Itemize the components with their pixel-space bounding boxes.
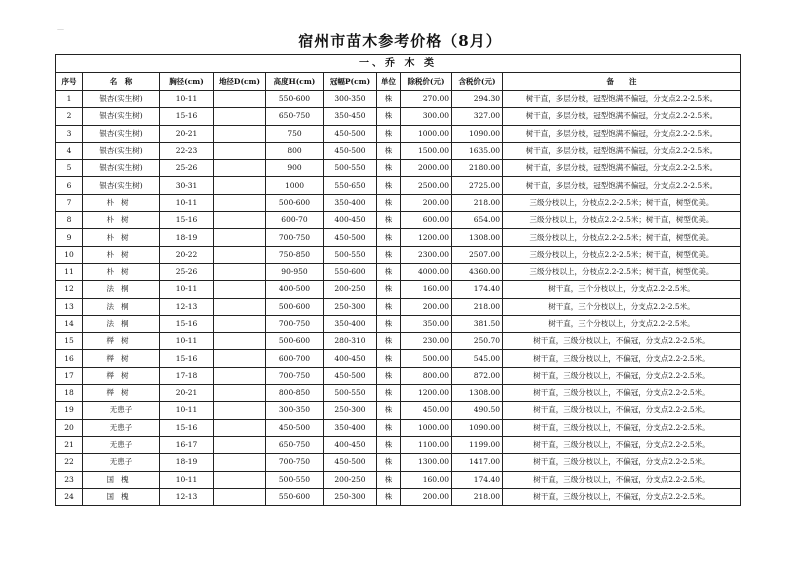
cell-no: 14 [56,315,83,332]
cell-price-incl-tax: 2725.00 [452,177,503,194]
col-header-dbh: 胸径(cm) [160,73,214,91]
table-row [56,471,741,488]
cell-crown: 500-550 [324,385,377,402]
cell-name: 国槐 [83,471,160,488]
cell-height: 900 [266,160,324,177]
cell-price-ex-tax: 160.00 [401,281,452,298]
cell-name: 朴树 [83,263,160,280]
col-header-note: 备 注 [503,73,741,91]
cell-dbh: 18-19 [160,454,214,471]
cell-price-ex-tax: 2000.00 [401,160,452,177]
cell-height: 700-750 [266,229,324,246]
cell-crown: 550-650 [324,177,377,194]
cell-no: 18 [56,385,83,402]
cell-price-incl-tax: 4360.00 [452,263,503,280]
cell-unit: 株 [377,194,401,211]
cell-price-ex-tax: 1100.00 [401,436,452,453]
cell-ground-diameter [214,177,266,194]
cell-unit: 株 [377,142,401,159]
cell-ground-diameter [214,281,266,298]
cell-unit: 株 [377,91,401,108]
cell-unit: 株 [377,402,401,419]
cell-crown: 350-450 [324,108,377,125]
cell-crown: 250-300 [324,488,377,505]
cell-price-ex-tax: 200.00 [401,194,452,211]
cell-no: 16 [56,350,83,367]
cell-name: 银杏(实生树) [83,108,160,125]
cell-price-ex-tax: 1000.00 [401,419,452,436]
cell-name: 银杏(实生树) [83,160,160,177]
cell-no: 7 [56,194,83,211]
cell-price-ex-tax: 350.00 [401,315,452,332]
cell-unit: 株 [377,471,401,488]
cell-note: 树干直，三级分枝以上，不偏冠，分支点2.2-2.5米。 [503,333,741,350]
cell-price-incl-tax: 1090.00 [452,419,503,436]
cell-no: 22 [56,454,83,471]
cell-ground-diameter [214,367,266,384]
cell-height: 700-750 [266,454,324,471]
cell-ground-diameter [214,436,266,453]
cell-name: 榉树 [83,385,160,402]
cell-height: 550-600 [266,488,324,505]
cell-ground-diameter [214,350,266,367]
cell-height: 450-500 [266,419,324,436]
table-row [56,142,741,159]
cell-ground-diameter [214,333,266,350]
cell-ground-diameter [214,212,266,229]
cell-price-incl-tax: 218.00 [452,298,503,315]
cell-height: 650-750 [266,436,324,453]
table-row [56,350,741,367]
table-row [56,125,741,142]
cell-name: 银杏(实生树) [83,142,160,159]
cell-price-incl-tax: 218.00 [452,194,503,211]
cell-ground-diameter [214,194,266,211]
cell-note: 树干直，三个分枝以上，分支点2.2-2.5米。 [503,315,741,332]
cell-price-ex-tax: 450.00 [401,402,452,419]
cell-crown: 400-450 [324,212,377,229]
table-row [56,402,741,419]
price-table [55,54,741,506]
cell-height: 1000 [266,177,324,194]
cell-no: 4 [56,142,83,159]
table-row [56,436,741,453]
cell-height: 800 [266,142,324,159]
col-header-no: 序号 [56,73,83,91]
cell-note: 树干直，三级分枝以上，不偏冠，分支点2.2-2.5米。 [503,350,741,367]
cell-price-incl-tax: 2180.00 [452,160,503,177]
cell-unit: 株 [377,315,401,332]
cell-name: 朴树 [83,212,160,229]
cell-height: 300-350 [266,402,324,419]
cell-name: 银杏(实生树) [83,125,160,142]
cell-dbh: 15-16 [160,212,214,229]
cell-dbh: 10-11 [160,402,214,419]
cell-ground-diameter [214,385,266,402]
cell-name: 无患子 [83,402,160,419]
cell-unit: 株 [377,333,401,350]
cell-price-incl-tax: 218.00 [452,488,503,505]
cell-height: 650-750 [266,108,324,125]
cell-dbh: 30-31 [160,177,214,194]
cell-unit: 株 [377,108,401,125]
table-row [56,333,741,350]
cell-note: 树干直，三级分枝以上，不偏冠，分支点2.2-2.5米。 [503,454,741,471]
cell-price-ex-tax: 4000.00 [401,263,452,280]
cell-no: 2 [56,108,83,125]
cell-price-ex-tax: 230.00 [401,333,452,350]
cell-name: 法桐 [83,281,160,298]
cell-height: 500-600 [266,333,324,350]
cell-ground-diameter [214,402,266,419]
cell-price-incl-tax: 1090.00 [452,125,503,142]
table-row [56,246,741,263]
cell-note: 树干直，多层分枝，冠型饱满不偏冠，分支点2.2-2.5米。 [503,160,741,177]
cell-dbh: 15-16 [160,108,214,125]
cell-no: 11 [56,263,83,280]
cell-crown: 300-350 [324,91,377,108]
table-row [56,315,741,332]
cell-price-ex-tax: 500.00 [401,350,452,367]
cell-dbh: 20-22 [160,246,214,263]
cell-dbh: 25-26 [160,263,214,280]
cell-unit: 株 [377,367,401,384]
cell-crown: 200-250 [324,471,377,488]
table-row [56,108,741,125]
cell-no: 24 [56,488,83,505]
cell-price-incl-tax: 327.00 [452,108,503,125]
cell-no: 23 [56,471,83,488]
cell-height: 500-600 [266,194,324,211]
cell-no: 10 [56,246,83,263]
page-title: 宿州市苗木参考价格（8月） [298,32,502,50]
cell-no: 20 [56,419,83,436]
cell-name: 朴树 [83,246,160,263]
cell-price-incl-tax: 654.00 [452,212,503,229]
cell-note: 树干直，三级分枝以上，不偏冠，分支点2.2-2.5米。 [503,402,741,419]
cell-price-incl-tax: 250.70 [452,333,503,350]
cell-crown: 350-400 [324,315,377,332]
cell-name: 榉树 [83,350,160,367]
cell-dbh: 20-21 [160,125,214,142]
table-row [56,212,741,229]
cell-unit: 株 [377,419,401,436]
cell-no: 19 [56,402,83,419]
cell-dbh: 25-26 [160,160,214,177]
cell-unit: 株 [377,177,401,194]
cell-note: 三级分枝以上，分枝点2.2-2.5米；树干直，树型优美。 [503,263,741,280]
cell-note: 树干直，多层分枝，冠型饱满不偏冠，分支点2.2-2.5米。 [503,125,741,142]
cell-price-ex-tax: 200.00 [401,298,452,315]
column-header-row [56,73,741,91]
cell-name: 银杏(实生树) [83,91,160,108]
cell-price-incl-tax: 872.00 [452,367,503,384]
cell-note: 树干直，三级分枝以上，不偏冠，分支点2.2-2.5米。 [503,436,741,453]
cell-ground-diameter [214,246,266,263]
cell-height: 600-700 [266,350,324,367]
cell-no: 15 [56,333,83,350]
cell-crown: 450-500 [324,125,377,142]
cell-price-ex-tax: 1500.00 [401,142,452,159]
cell-note: 树干直，多层分枝，冠型饱满不偏冠，分支点2.2-2.5米。 [503,142,741,159]
cell-no: 6 [56,177,83,194]
cell-price-ex-tax: 1000.00 [401,125,452,142]
cell-price-incl-tax: 294.30 [452,91,503,108]
cell-unit: 株 [377,246,401,263]
cell-unit: 株 [377,436,401,453]
cell-note: 三级分枝以上，分枝点2.2-2.5米；树干直，树型优美。 [503,194,741,211]
cell-ground-diameter [214,419,266,436]
cell-price-ex-tax: 2500.00 [401,177,452,194]
cell-unit: 株 [377,281,401,298]
cell-price-ex-tax: 1300.00 [401,454,452,471]
cell-height: 750-850 [266,246,324,263]
cell-ground-diameter [214,125,266,142]
cell-ground-diameter [214,142,266,159]
cell-price-ex-tax: 1200.00 [401,229,452,246]
cell-no: 12 [56,281,83,298]
cell-note: 树干直，多层分枝，冠型饱满不偏冠，分支点2.2-2.5米。 [503,177,741,194]
cell-ground-diameter [214,91,266,108]
cell-unit: 株 [377,160,401,177]
cell-dbh: 10-11 [160,281,214,298]
cell-note: 树干直，多层分枝，冠型饱满不偏冠，分支点2.2-2.5米。 [503,108,741,125]
cell-price-ex-tax: 600.00 [401,212,452,229]
table-row [56,298,741,315]
table-row [56,229,741,246]
table-row [56,194,741,211]
cell-ground-diameter [214,108,266,125]
cell-height: 600-70 [266,212,324,229]
cell-crown: 450-500 [324,229,377,246]
cell-no: 1 [56,91,83,108]
cell-dbh: 12-13 [160,488,214,505]
cell-price-ex-tax: 300.00 [401,108,452,125]
cell-price-incl-tax: 174.40 [452,471,503,488]
cell-name: 朴树 [83,194,160,211]
cell-price-ex-tax: 270.00 [401,91,452,108]
table-row [56,263,741,280]
cell-note: 三级分枝以上，分枝点2.2-2.5米；树干直，树型优美。 [503,212,741,229]
section-header-row [56,55,741,73]
cell-crown: 450-500 [324,142,377,159]
cell-price-ex-tax: 1200.00 [401,385,452,402]
cell-price-ex-tax: 800.00 [401,367,452,384]
cell-ground-diameter [214,160,266,177]
cell-name: 无患子 [83,419,160,436]
cell-price-ex-tax: 200.00 [401,488,452,505]
cell-unit: 株 [377,298,401,315]
table-row [56,281,741,298]
cell-height: 800-850 [266,385,324,402]
cell-crown: 350-400 [324,194,377,211]
cell-crown: 250-300 [324,402,377,419]
cell-name: 榉树 [83,367,160,384]
cell-height: 700-750 [266,367,324,384]
cell-no: 13 [56,298,83,315]
cell-crown: 500-550 [324,160,377,177]
cell-crown: 350-400 [324,419,377,436]
cell-name: 银杏(实生树) [83,177,160,194]
cell-ground-diameter [214,229,266,246]
cell-note: 树干直，三级分枝以上，不偏冠，分支点2.2-2.5米。 [503,385,741,402]
cell-name: 无患子 [83,454,160,471]
cell-price-incl-tax: 545.00 [452,350,503,367]
cell-crown: 400-450 [324,350,377,367]
cell-dbh: 17-18 [160,367,214,384]
cell-height: 550-600 [266,91,324,108]
col-header-name: 名 称 [83,73,160,91]
cell-note: 树干直，三级分枝以上，不偏冠，分支点2.2-2.5米。 [503,419,741,436]
cell-price-incl-tax: 1199.00 [452,436,503,453]
table-row [56,160,741,177]
cell-dbh: 18-19 [160,229,214,246]
cell-name: 法桐 [83,298,160,315]
cell-unit: 株 [377,488,401,505]
col-header-price-ex-tax: 除税价(元) [401,73,452,91]
table-row [56,488,741,505]
cell-height: 500-600 [266,298,324,315]
cell-price-incl-tax: 2507.00 [452,246,503,263]
cell-price-incl-tax: 1417.00 [452,454,503,471]
cell-name: 法桐 [83,315,160,332]
cell-crown: 550-600 [324,263,377,280]
cell-ground-diameter [214,488,266,505]
cell-height: 90-950 [266,263,324,280]
cell-note: 树干直，多层分枝，冠型饱满不偏冠，分支点2.2-2.5米。 [503,91,741,108]
cell-height: 750 [266,125,324,142]
cell-dbh: 20-21 [160,385,214,402]
cell-price-incl-tax: 1635.00 [452,142,503,159]
cell-note: 三级分枝以上，分枝点2.2-2.5米；树干直，树型优美。 [503,229,741,246]
cell-no: 5 [56,160,83,177]
cell-note: 三级分枝以上，分枝点2.2-2.5米；树干直，树型优美。 [503,246,741,263]
cell-height: 700-750 [266,315,324,332]
cell-unit: 株 [377,212,401,229]
cell-price-incl-tax: 490.50 [452,402,503,419]
col-header-ground-diameter: 地径D(cm) [214,73,266,91]
cell-name: 国槐 [83,488,160,505]
cell-ground-diameter [214,454,266,471]
cell-name: 朴树 [83,229,160,246]
cell-dbh: 15-16 [160,419,214,436]
cell-no: 3 [56,125,83,142]
table-row [56,91,741,108]
cell-name: 无患子 [83,436,160,453]
cell-note: 树干直，三个分枝以上，分支点2.2-2.5米。 [503,298,741,315]
cell-unit: 株 [377,350,401,367]
cell-dbh: 12-13 [160,298,214,315]
cell-dbh: 10-11 [160,471,214,488]
cell-note: 树干直，三级分枝以上，不偏冠，分支点2.2-2.5米。 [503,471,741,488]
cell-note: 树干直，三级分枝以上，不偏冠，分支点2.2-2.5米。 [503,367,741,384]
cell-unit: 株 [377,385,401,402]
table-row [56,367,741,384]
cell-unit: 株 [377,125,401,142]
cell-dbh: 16-17 [160,436,214,453]
cell-crown: 500-550 [324,246,377,263]
cell-price-incl-tax: 381.50 [452,315,503,332]
cell-no: 17 [56,367,83,384]
cell-unit: 株 [377,263,401,280]
table-row [56,419,741,436]
table-row [56,454,741,471]
cell-dbh: 15-16 [160,350,214,367]
cell-no: 9 [56,229,83,246]
cell-unit: 株 [377,454,401,471]
cell-ground-diameter [214,471,266,488]
cell-no: 8 [56,212,83,229]
cell-crown: 400-450 [324,436,377,453]
cell-ground-diameter [214,263,266,280]
cell-unit: 株 [377,229,401,246]
section-title: 一、乔 木 类 [56,55,741,73]
cell-crown: 200-250 [324,281,377,298]
cell-height: 500-550 [266,471,324,488]
cell-dbh: 22-23 [160,142,214,159]
cell-price-incl-tax: 1308.00 [452,385,503,402]
cell-no: 21 [56,436,83,453]
cell-price-ex-tax: 2300.00 [401,246,452,263]
cell-dbh: 15-16 [160,315,214,332]
cell-dbh: 10-11 [160,333,214,350]
cell-crown: 250-300 [324,298,377,315]
cell-dbh: 10-11 [160,194,214,211]
col-header-price-incl-tax: 含税价(元) [452,73,503,91]
cell-dbh: 10-11 [160,91,214,108]
table-row [56,385,741,402]
corner-mark: — [57,25,64,33]
cell-crown: 280-310 [324,333,377,350]
cell-height: 400-500 [266,281,324,298]
cell-ground-diameter [214,315,266,332]
cell-note: 树干直，三个分枝以上，分支点2.2-2.5米。 [503,281,741,298]
col-header-crown: 冠幅P(cm) [324,73,377,91]
cell-crown: 450-500 [324,367,377,384]
cell-name: 榉树 [83,333,160,350]
cell-price-ex-tax: 160.00 [401,471,452,488]
cell-ground-diameter [214,298,266,315]
cell-price-incl-tax: 174.40 [452,281,503,298]
cell-price-incl-tax: 1308.00 [452,229,503,246]
cell-crown: 450-500 [324,454,377,471]
table-row [56,177,741,194]
col-header-height: 高度H(cm) [266,73,324,91]
cell-note: 树干直，三级分枝以上，不偏冠，分支点2.2-2.5米。 [503,488,741,505]
col-header-unit: 单位 [377,73,401,91]
